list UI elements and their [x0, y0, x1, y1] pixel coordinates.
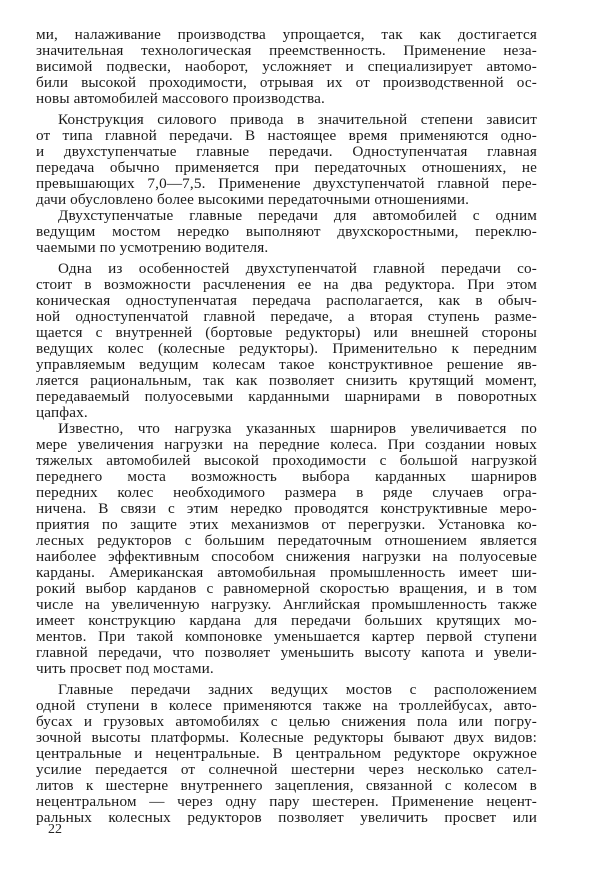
text-line: Главные передачи задних ведущих мостов с расположением — [58, 681, 537, 698]
document-page — [36, 27, 537, 826]
text-line: лесных редукторов с большим передаточным отношением является — [36, 532, 537, 549]
text-line: дачи обусловлено более высокими передаточными отношениями. — [36, 191, 470, 208]
text-line: ведущим мостом нередко выполняют двухскоростными, переклю- — [36, 223, 537, 240]
paragraph-6 — [36, 682, 537, 826]
text-line: усилие передается от солнечной шестерни через несколько сател- — [36, 761, 537, 778]
text-line: имеет конструкцию кардана для передачи больших крутящих мо- — [36, 612, 537, 629]
text-line: превышающих 7,0—7,5. Применение двухступенчатой главной пере- — [36, 175, 537, 192]
text-line: ляется рациональным, так как позволяет снизить крутящий момент, — [36, 372, 537, 389]
text-line: ментов. При такой компоновке уменьшается картер первой ступени — [36, 628, 537, 645]
text-line: наиболее эффективным способом снижения нагрузки на полуосевые — [36, 548, 537, 565]
text-line: били высокой проходимости, отрывая их от производственной ос- — [36, 74, 537, 91]
text-line: нецентральном — через одну пару шестерен. Применение нецент- — [36, 793, 537, 810]
text-line: приятия по защите этих механизмов от перегрузки. Установка ко- — [36, 516, 537, 533]
text-line: передаваемый полуосевыми карданными шарнирами в поворотных — [36, 388, 537, 405]
text-line: ной одноступенчатой главной передаче, а вторая ступень разме- — [36, 308, 537, 325]
text-line: тяжелых автомобилей высокой проходимости с большой нагрузкой — [36, 452, 537, 469]
text-line: стоит в возможности расчленения ее на два редуктора. При этом — [36, 276, 537, 293]
page-number: 22 — [48, 822, 62, 837]
text-line: и двухступенчатые главные передачи. Одноступенчатая главная — [36, 143, 537, 160]
text-line: ральных колесных редукторов позволяет увеличить просвет или — [36, 809, 537, 826]
text-line: Двухступенчатые главные передачи для автомобилей с одним — [58, 207, 537, 224]
text-line: коническая одноступенчатая передача располагается, как в обыч- — [36, 292, 537, 309]
paragraph-3 — [36, 208, 537, 256]
text-line: зочной высоты платформы. Колесные редукторы бывают двух видов: — [36, 729, 537, 746]
paragraph-1 — [36, 27, 537, 107]
text-line: передних колес необходимого размера в ряде случаев огра- — [36, 484, 537, 501]
text-line: литов к шестерне внутреннего зацепления, связанной с колесом в — [36, 777, 537, 794]
text-line: управляемым ведущим колесам такое конструктивное решение яв- — [36, 356, 537, 373]
text-line: ничена. В связи с этим нередко проводятся конструктивные меро- — [36, 500, 537, 517]
text-line: Известно, что нагрузка указанных шарниров увеличивается по — [58, 420, 537, 437]
text-line: значительная технологическая преемственность. Применение неза- — [36, 42, 537, 59]
text-line: числе на увеличенную нагрузку. Английская промышленность также — [36, 596, 537, 613]
text-line: передача обычно применяется при передаточных отношениях, не — [36, 159, 537, 176]
text-line: висимой подвески, наоборот, усложняет и специализирует автомо- — [36, 58, 537, 75]
text-line: от типа главной передачи. В настоящее время применяются одно- — [36, 127, 537, 144]
text-line: Одна из особенностей двухступенчатой главной передачи со- — [58, 260, 537, 277]
text-line: рокий выбор карданов с равномерной скоростью вращения, и в том — [36, 580, 537, 597]
paragraph-4 — [36, 261, 537, 421]
text-line: чить просвет под мостами. — [36, 660, 214, 677]
text-line: ведущих колес (колесные редукторы). Применительно к передним — [36, 340, 537, 357]
text-line: Конструкция силового привода в значительной степени зависит — [58, 111, 537, 128]
paragraph-5 — [36, 421, 537, 677]
text-line: мере увеличения нагрузки на передние колеса. При создании новых — [36, 436, 537, 453]
text-line: одной ступени в колесе применяются также на троллейбусах, авто- — [36, 697, 537, 714]
text-line: бусах и грузовых автомобилях с целью снижения пола или погру- — [36, 713, 537, 730]
text-line: чаемыми по усмотрению водителя. — [36, 239, 269, 256]
text-line: цапфах. — [36, 404, 88, 421]
text-line: новы автомобилей массового производства. — [36, 90, 325, 107]
text-line: переднего моста возможность выбора карданных шарниров — [36, 468, 537, 485]
text-line: щается с внутренней (бортовые редукторы) или внешней стороны — [36, 324, 537, 341]
text-line: центральные и нецентральные. В центральном редукторе окружное — [36, 745, 537, 762]
paragraph-2 — [36, 112, 537, 208]
text-line: карданы. Американская автомобильная промышленность имеет ши- — [36, 564, 537, 581]
text-line: ми, налаживание производства упрощается, так как достигается — [36, 26, 537, 43]
text-line: главной передачи, что позволяет уменьшить высоту капота и увели- — [36, 644, 537, 661]
